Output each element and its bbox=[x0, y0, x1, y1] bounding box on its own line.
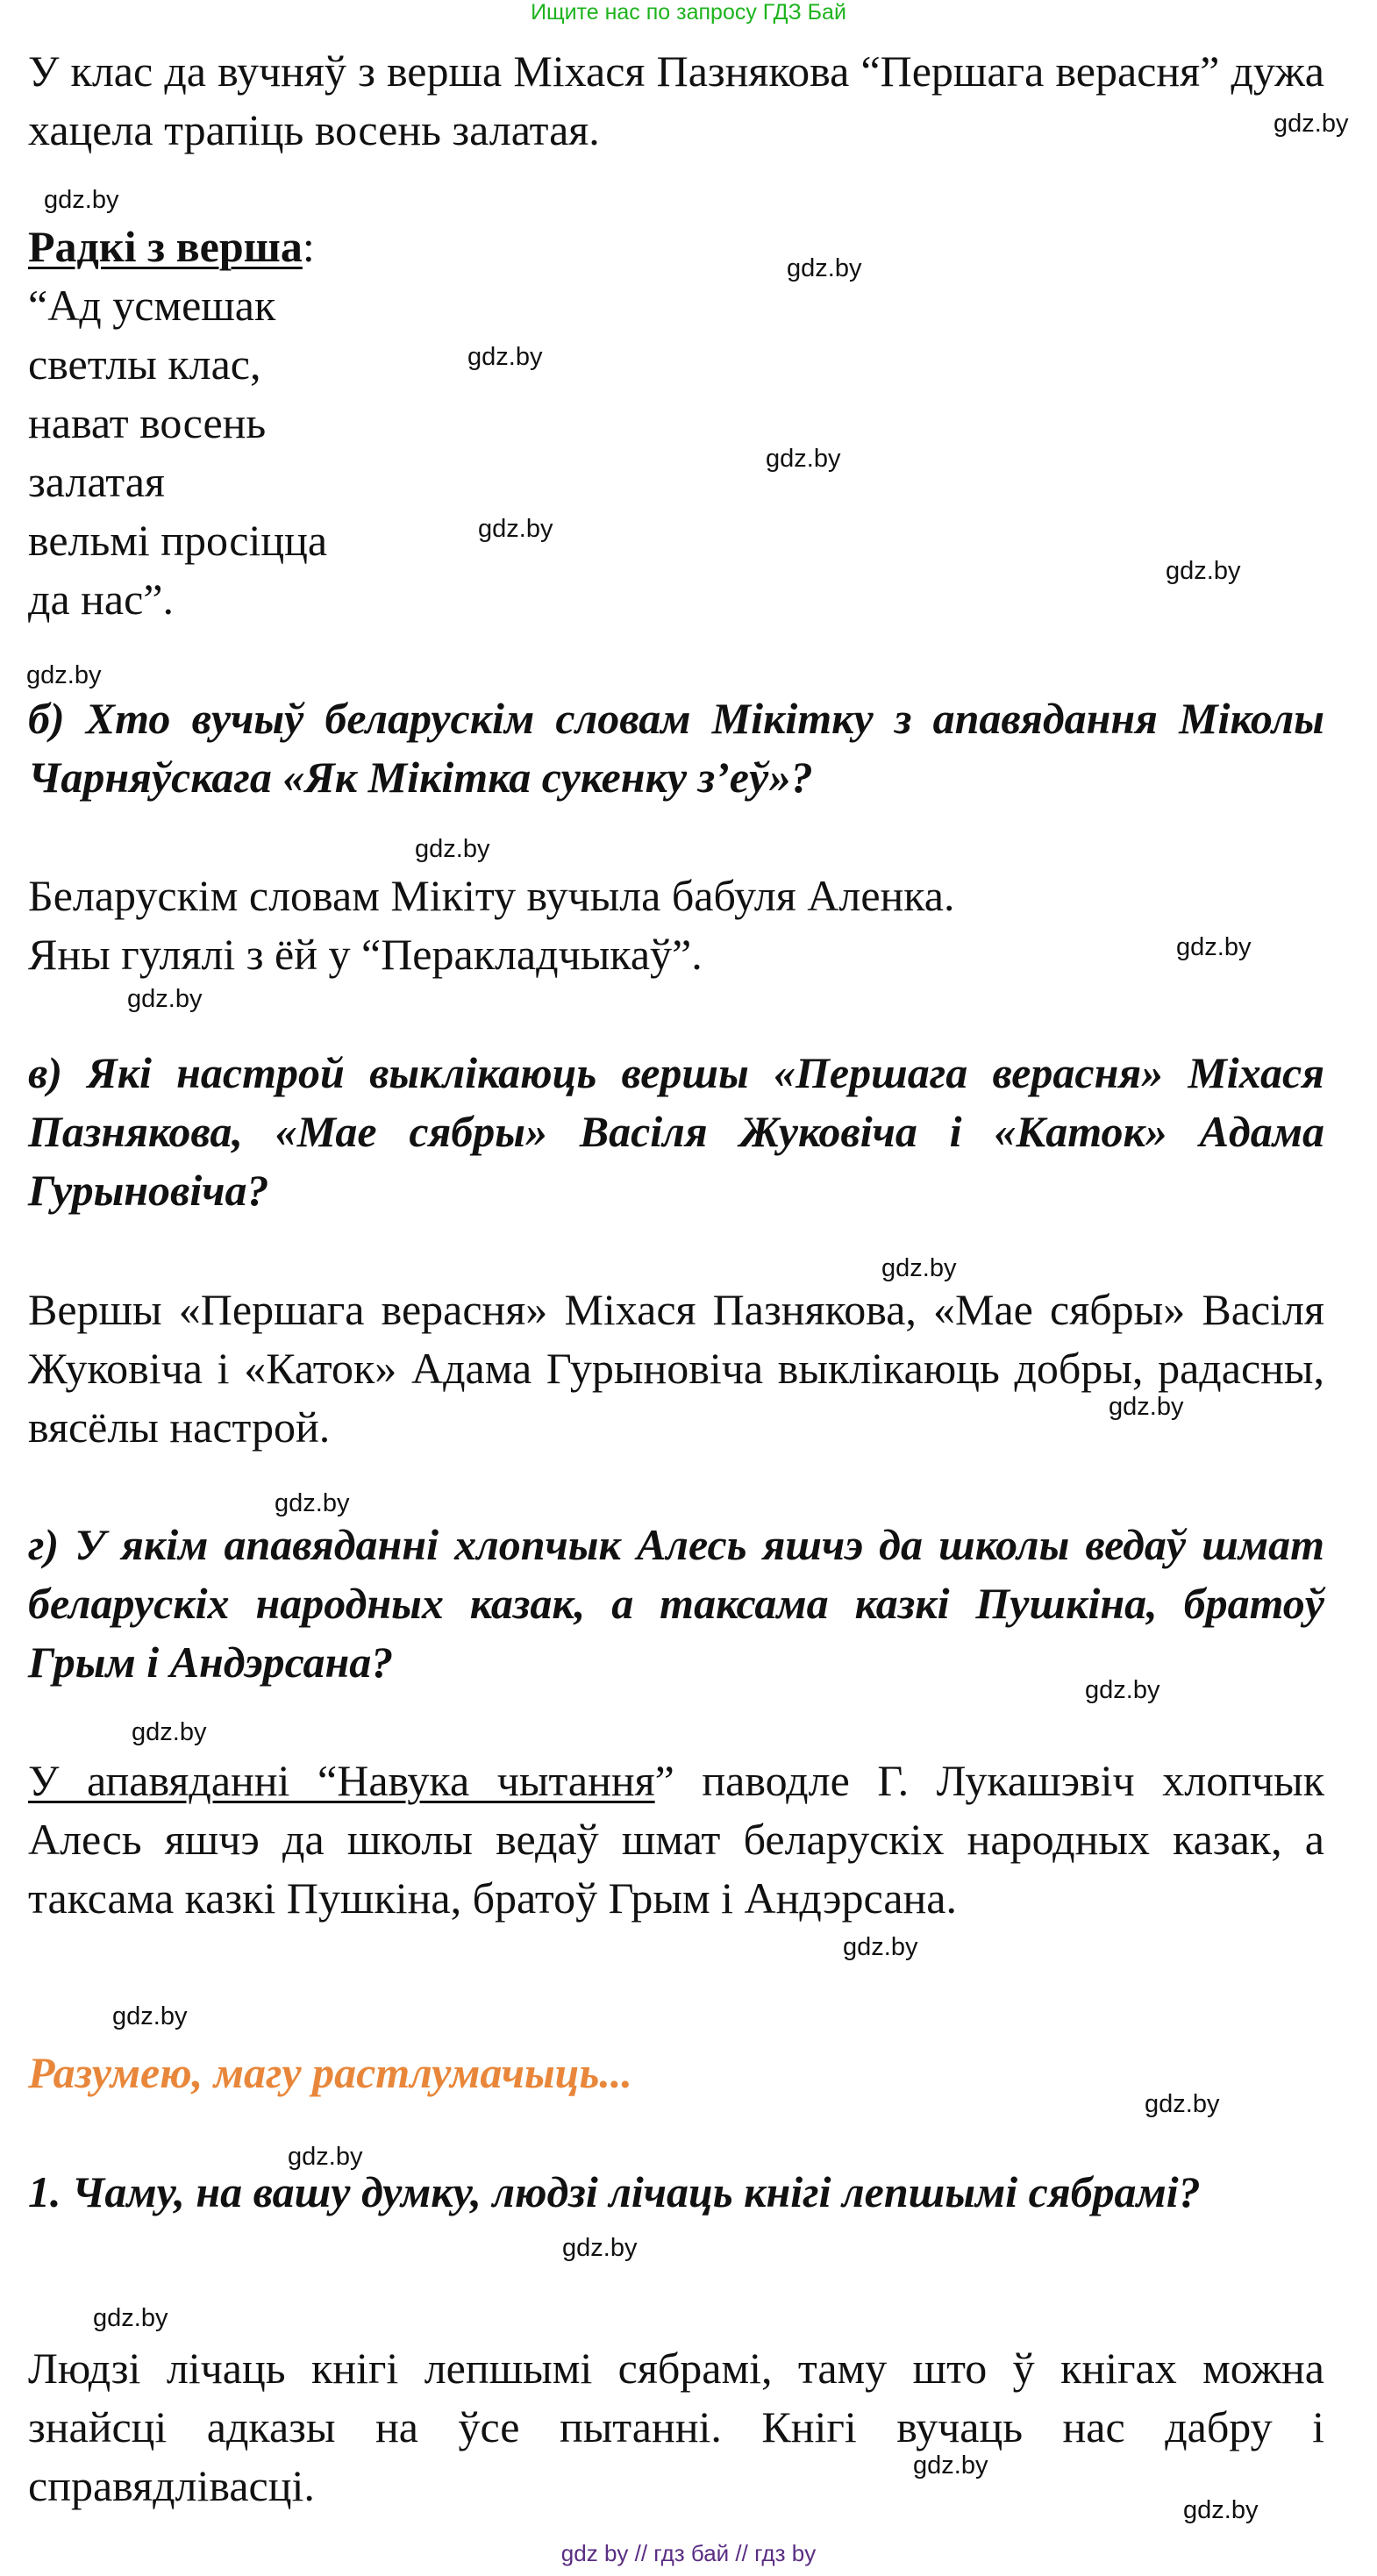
question-1: 1. Чаму, на вашу думку, людзі лічаць кнігі лепшымі сябрамі? bbox=[28, 2167, 1201, 2216]
watermark: gdz.by bbox=[127, 985, 203, 1013]
answer-1: Людзі лічаць кнігі лепшымі сябрамі, таму што ў кнігах можна знайсці адказы на ўсе пытанні. Кнігі вучаць нас дабру і справядлівасці. bbox=[28, 2344, 1324, 2510]
watermark: gdz.by bbox=[1085, 1676, 1160, 1704]
poem-line: да нас”. bbox=[28, 574, 174, 624]
watermark: gdz.by bbox=[1274, 110, 1349, 138]
poem-line: “Ад усмешак bbox=[28, 281, 276, 330]
watermark: gdz.by bbox=[132, 1718, 207, 1746]
poem-heading-colon: : bbox=[302, 222, 315, 271]
poem-line: светлы клас, bbox=[28, 339, 261, 389]
watermark: gdz.by bbox=[467, 343, 543, 371]
watermark: gdz.by bbox=[562, 2234, 638, 2262]
answer-b-line: Яны гулялі з ёй у “Перакладчыкаў”. bbox=[28, 930, 703, 979]
watermark: gdz.by bbox=[275, 1489, 350, 1517]
watermark: gdz.by bbox=[1176, 933, 1252, 961]
poem-heading: Радкі з верша bbox=[28, 222, 303, 271]
watermark: gdz.by bbox=[766, 445, 841, 473]
watermark: gdz.by bbox=[1166, 557, 1241, 585]
answer-b-line: Беларускім словам Мікіту вучыла бабуля Аленка. bbox=[28, 871, 955, 920]
watermark: gdz.by bbox=[112, 2002, 188, 2030]
watermark: gdz.by bbox=[843, 1933, 918, 1961]
footer-links[interactable]: gdz by // гдз бай // гдз by bbox=[560, 2540, 817, 2566]
watermark: gdz.by bbox=[288, 2143, 363, 2171]
watermark: gdz.by bbox=[478, 515, 553, 543]
header-banner[interactable]: Ищите нас по запросу ГДЗ Бай bbox=[531, 0, 846, 25]
question-b: б) Хто вучыў беларускім словам Мікітку з апавядання Міколы Чарняўскага «Як Мікітка сукенку з’еў»? bbox=[28, 694, 1324, 802]
story-title-underlined: У апавяданні “Навука чытання bbox=[28, 1756, 655, 1805]
watermark: gdz.by bbox=[913, 2451, 988, 2480]
poem-line: вельмі просіцца bbox=[28, 516, 328, 565]
intro-text: У клас да вучняў з верша Міхася Пазнякова “Першага верасня” дужа хацела трапіць восень залатая. bbox=[28, 46, 1324, 154]
answer-v: Вершы «Першага верасня» Міхася Пазнякова, «Мае сябры» Васіля Жуковіча і «Каток» Адама Гурыновіча выклікаюць добры, радасны, вясёлы настрой. bbox=[28, 1285, 1324, 1452]
answer-g bbox=[28, 1752, 1324, 1928]
watermark: gdz.by bbox=[1109, 1393, 1184, 1421]
watermark: gdz.by bbox=[415, 835, 490, 863]
answer-g-text: ” паводле Г. Лукашэвіч хлопчык Алесь яшчэ да школы ведаў шмат беларускіх народных казак, а таксама казкі Пушкіна, братоў Грым і Андэрсана. bbox=[28, 1756, 1325, 1923]
answer-b bbox=[28, 867, 1324, 984]
watermark: gdz.by bbox=[1183, 2496, 1259, 2524]
watermark: gdz.by bbox=[26, 661, 102, 689]
watermark: gdz.by bbox=[1145, 2090, 1220, 2118]
watermark: gdz.by bbox=[787, 254, 862, 282]
poem-line: залатая bbox=[28, 457, 165, 506]
section-title: Разумею, магу растлумачыць... bbox=[28, 2048, 632, 2097]
watermark: gdz.by bbox=[93, 2304, 168, 2332]
question-v: в) Які настрой выклікаюць вершы «Першага верасня» Міхася Пазнякова, «Мае сябры» Васіля Жуковіча і «Каток» Адама Гурыновіча? bbox=[28, 1048, 1324, 1215]
watermark: gdz.by bbox=[44, 186, 119, 214]
question-g: г) У якім апавяданні хлопчык Алесь яшчэ да школы ведаў шмат беларускіх народных казак, а таксама казкі Пушкіна, братоў Грым і Андэрсана? bbox=[28, 1520, 1324, 1687]
poem-block bbox=[28, 218, 1324, 629]
poem-line: нават восень bbox=[28, 398, 267, 447]
watermark: gdz.by bbox=[881, 1254, 957, 1282]
